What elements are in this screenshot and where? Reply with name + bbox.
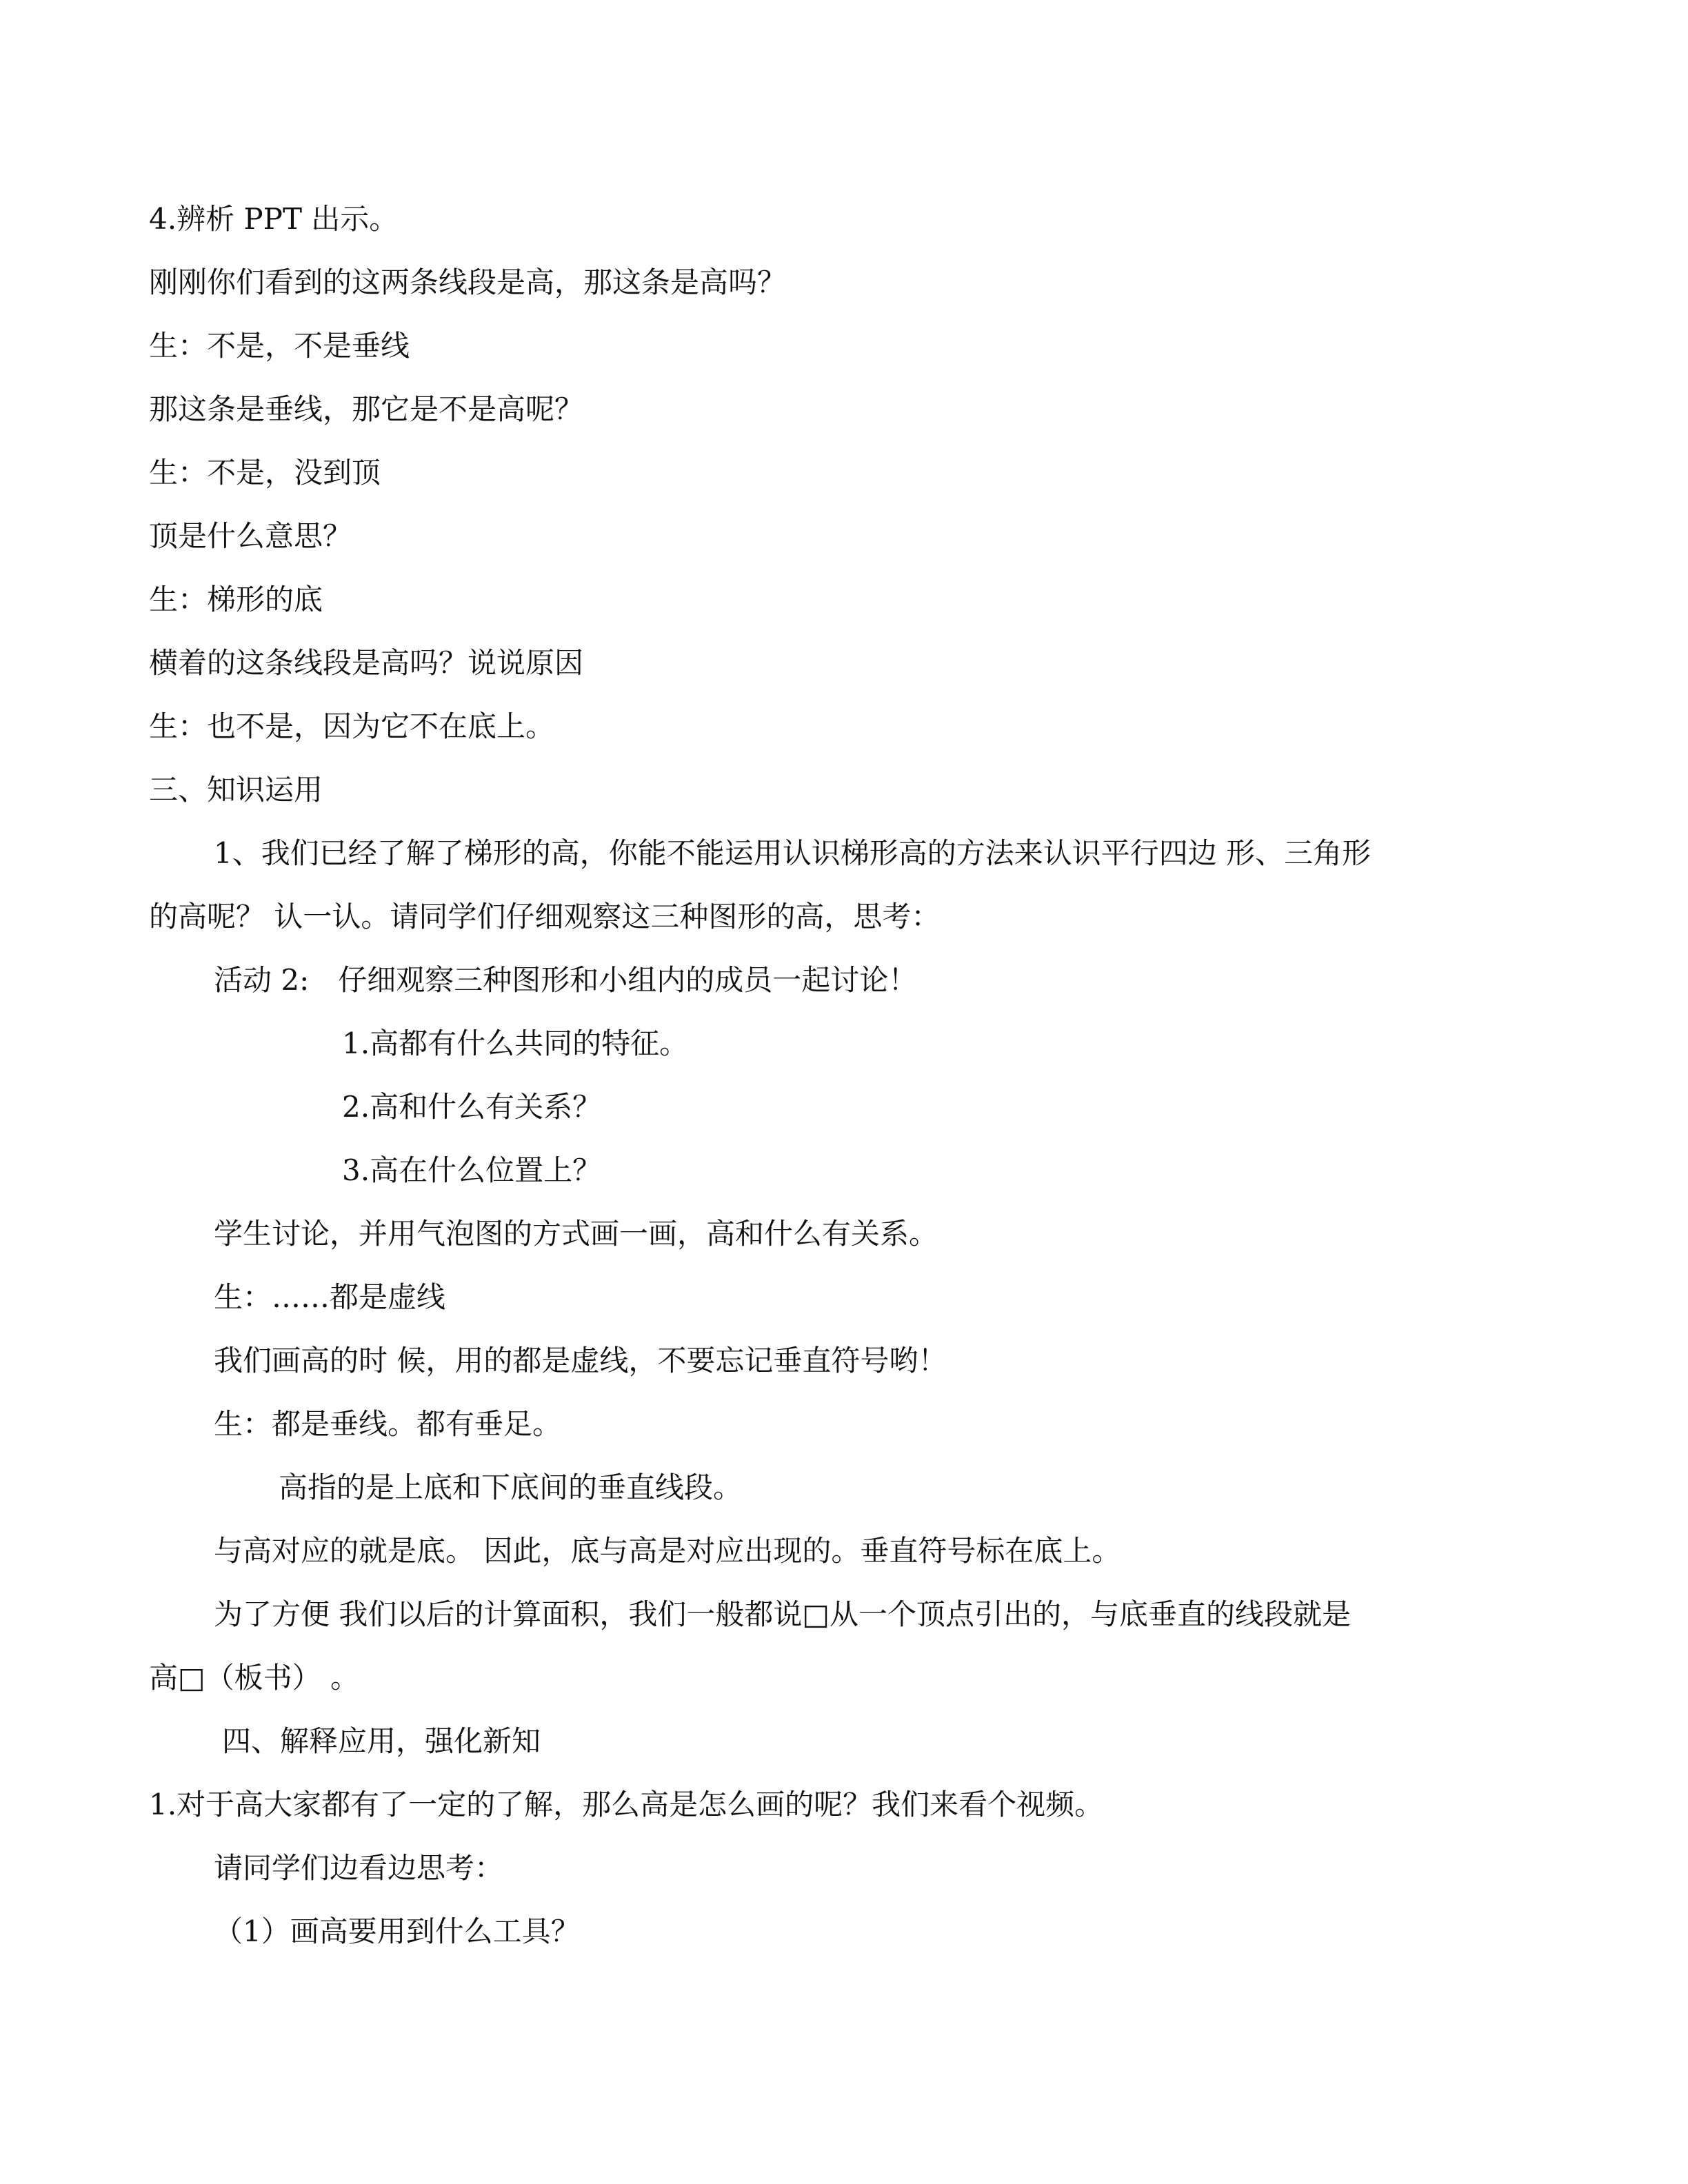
text-line: 高□（板书） 。	[149, 1661, 360, 1695]
text-line: 我们画高的时 候，用的都是虚线，不要忘记垂直符号哟！	[214, 1344, 947, 1377]
text-line: 请同学们边看边思考：	[214, 1851, 504, 1885]
activity-title: 活动 2: 仔细观察三种图形和小组内的成员一起讨论！	[214, 963, 918, 997]
activity-item: 1.高都有什么共同的特征。	[342, 1027, 689, 1060]
text-line: 的高呢？ 认一认。请同学们仔细观察这三种图形的高，思考：	[149, 900, 941, 933]
text-line: 1.对于高大家都有了一定的了解，那么高是怎么画的呢？我们来看个视频。	[149, 1788, 1104, 1821]
text-line: 生：都是垂线。都有垂足。	[214, 1407, 562, 1441]
section-heading: 三、知识运用	[149, 773, 323, 807]
text-line: 生：梯形的底	[149, 583, 323, 616]
text-line: 那这条是垂线，那它是不是高呢？	[149, 392, 584, 426]
section-heading: 四、解释应用，强化新知	[222, 1724, 541, 1758]
text-line: 生：不是，没到顶	[149, 456, 381, 489]
text-line: 高指的是上底和下底间的垂直线段。	[279, 1470, 743, 1504]
activity-item: 2.高和什么有关系？	[342, 1090, 602, 1124]
text-line: 横着的这条线段是高吗？说说原因	[149, 646, 584, 680]
text-line: 生：不是，不是垂线	[149, 329, 410, 363]
text-line: 为了方便 我们以后的计算面积，我们一般都说□从一个顶点引出的，与底垂直的线段就是	[214, 1597, 1352, 1631]
text-line: 4.辨析 PPT 出示。	[149, 202, 399, 236]
text-line: 学生讨论，并用气泡图的方式画一画，高和什么有关系。	[214, 1217, 938, 1251]
activity-item: 3.高在什么位置上？	[342, 1153, 602, 1187]
text-line: 1、我们已经了解了梯形的高，你能不能运用认识梯形高的方法来认识平行四边 形、三角形	[214, 836, 1372, 870]
text-line: 顶是什么意思？	[149, 519, 352, 553]
text-line: 与高对应的就是底。 因此，底与高是对应出现的。垂直符号标在底上。	[214, 1534, 1121, 1568]
text-line: 生：也不是，因为它不在底上。	[149, 709, 555, 743]
text-line: 刚刚你们看到的这两条线段是高，那这条是高吗？	[149, 265, 787, 299]
text-line: 生：……都是虚线	[214, 1280, 446, 1314]
text-line: （1）画高要用到什么工具？	[214, 1914, 580, 1948]
